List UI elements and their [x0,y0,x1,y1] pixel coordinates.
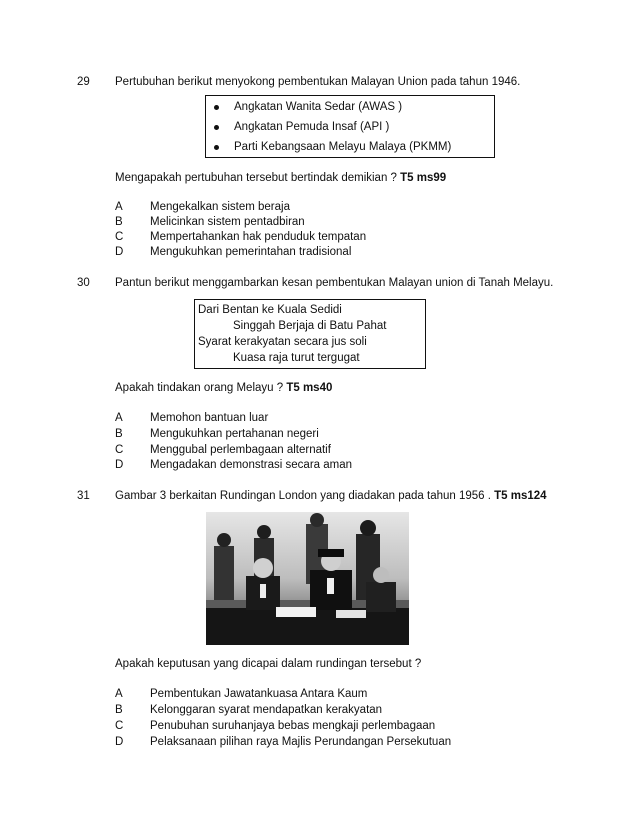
pantun-box [194,299,426,369]
question-prompt [115,381,332,395]
bullet-icon [214,145,219,150]
organisation-list-box [205,95,495,158]
option-text[interactable]: Menggubal perlembagaan alternatif [150,444,331,456]
option-letter[interactable]: C [115,444,124,456]
textbook-reference: T5 ms99 [400,172,447,184]
question-stem: Pertubuhan berikut menyokong pembentukan Malayan Union pada tahun 1946. [115,76,521,88]
option-text[interactable]: Pelaksanaan pilihan raya Majlis Perundangan Persekutuan [150,736,452,748]
option-letter[interactable]: D [115,246,124,258]
pantun-line: Kuasa raja turut tergugat [233,352,360,364]
option-text[interactable]: Pembentukan Jawatankuasa Antara Kaum [150,688,368,700]
bullet-icon [214,125,219,130]
question-prompt [115,171,446,185]
question-number: 30 [77,277,90,289]
question-prompt: Apakah keputusan yang dicapai dalam rundingan tersebut ? [115,658,422,670]
list-item-text: Angkatan Pemuda Insaf (API ) [234,121,390,133]
photo-illustration [206,512,409,645]
option-letter[interactable]: B [115,216,123,228]
option-letter[interactable]: B [115,704,123,716]
option-letter[interactable]: D [115,736,124,748]
option-letter[interactable]: C [115,720,124,732]
textbook-reference: T5 ms124 [494,490,547,502]
option-text[interactable]: Mempertahankan hak penduduk tempatan [150,231,367,243]
question-text: Mengapakah pertubuhan tersebut bertindak demikian ? [115,172,401,184]
option-text[interactable]: Penubuhan suruhanjaya bebas mengkaji perlembagaan [150,720,436,732]
option-text[interactable]: Memohon bantuan luar [150,412,269,424]
option-letter[interactable]: C [115,231,124,243]
list-item [234,100,402,114]
list-item [234,140,451,154]
pantun-line: Syarat kerakyatan secara jus soli [198,336,367,348]
textbook-reference: T5 ms40 [286,382,333,394]
question-number: 29 [77,76,90,88]
london-talks-photo [206,512,409,645]
option-letter[interactable]: A [115,412,123,424]
option-text[interactable]: Mengekalkan sistem beraja [150,201,290,213]
option-text[interactable]: Mengukuhkan pemerintahan tradisional [150,246,352,258]
option-text[interactable]: Kelonggaran syarat mendapatkan kerakyatan [150,704,383,716]
list-item-text: Angkatan Wanita Sedar (AWAS ) [234,101,403,113]
option-text[interactable]: Melicinkan sistem pentadbiran [150,216,305,228]
option-letter[interactable]: A [115,201,123,213]
question-text: Apakah tindakan orang Melayu ? [115,382,287,394]
list-item-text: Parti Kebangsaan Melayu Malaya (PKMM) [234,141,452,153]
bullet-icon [214,105,219,110]
pantun-line: Dari Bentan ke Kuala Sedidi [198,304,342,316]
list-item [234,120,389,134]
option-letter[interactable]: D [115,459,124,471]
question-stem: Gambar 3 berkaitan Rundingan London yang diadakan pada tahun 1956 . [115,490,495,502]
question-stem-line [115,489,547,503]
pantun-line: Singgah Berjaja di Batu Pahat [233,320,387,332]
question-number: 31 [77,490,90,502]
option-letter[interactable]: A [115,688,123,700]
option-text[interactable]: Mengadakan demonstrasi secara aman [150,459,353,471]
option-text[interactable]: Mengukuhkan pertahanan negeri [150,428,319,440]
option-letter[interactable]: B [115,428,123,440]
question-stem: Pantun berikut menggambarkan kesan pembentukan Malayan union di Tanah Melayu. [115,277,554,289]
